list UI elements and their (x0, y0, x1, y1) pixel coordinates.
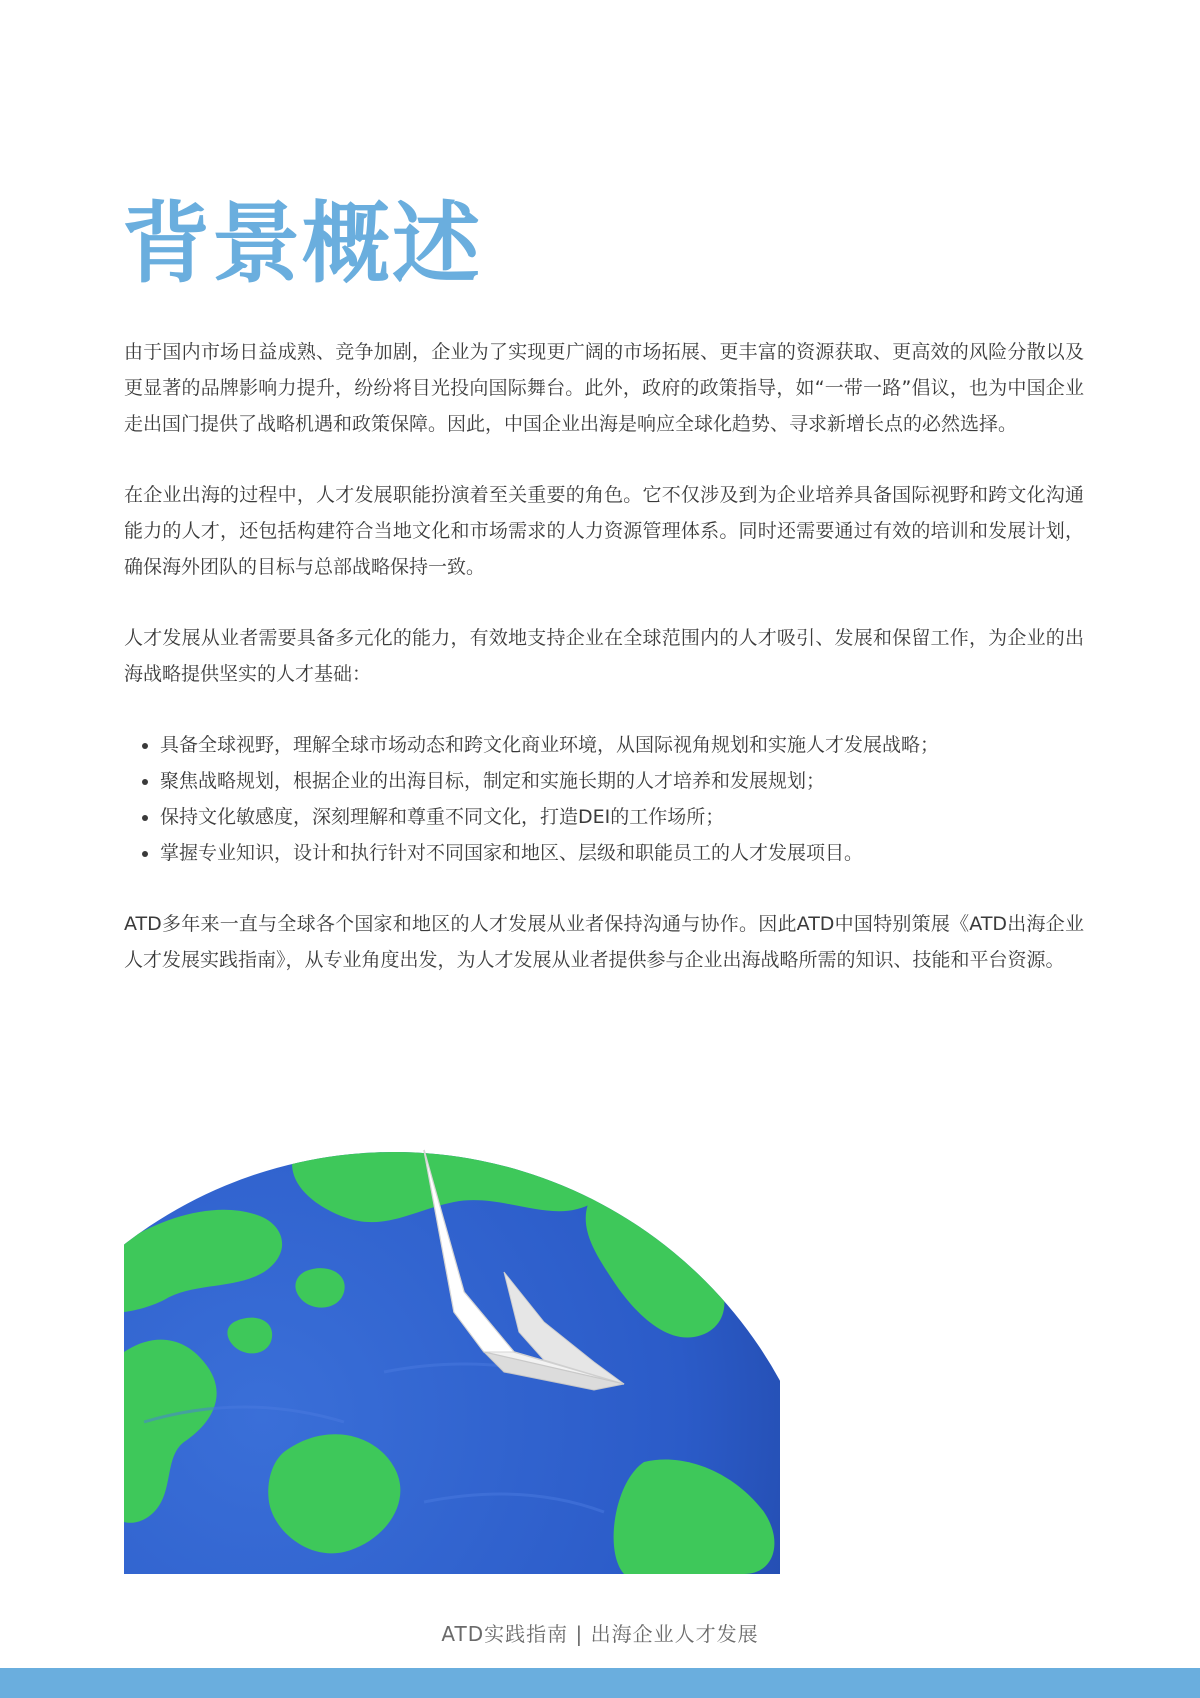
list-item: • 聚焦战略规划，根据企业的出海目标，制定和实施长期的人才培养和发展规划； (160, 763, 1084, 799)
paragraph-market-background: 由于国内市场日益成熟、竞争加剧，企业为了实现更广阔的市场拓展、更丰富的资源获取、更高效的风险分散以及更显著的品牌影响力提升，纷纷将目光投向国际舞台。此外，政府的政策指导，如“一带一路”倡议，也为中国企业走出国门提供了战略机遇和政策保障。因此，中国企业出海是响应全球化趋势、寻求新增长点的必然选择。 (124, 341, 1084, 435)
page-title: 背景概述 (122, 192, 483, 295)
globe-paper-boat-image (124, 1122, 780, 1574)
main-content (124, 334, 1084, 1013)
footer-text: ATD实践指南 | 出海企业人才发展 (441, 1622, 759, 1646)
list-item: • 掌握专业知识，设计和执行针对不同国家和地区、层级和职能员工的人才发展项目。 (160, 835, 1084, 871)
paragraph-practitioner-capabilities: 人才发展从业者需要具备多元化的能力，有效地支持企业在全球范围内的人才吸引、发展和保留工作，为企业的出海战略提供坚实的人才基础： (124, 627, 1084, 685)
capability-list (124, 727, 1084, 871)
list-item: • 具备全球视野，理解全球市场动态和跨文化商业环境，从国际视角规划和实施人才发展战略； (160, 727, 1084, 763)
paragraph-talent-role: 在企业出海的过程中，人才发展职能扮演着至关重要的角色。它不仅涉及到为企业培养具备国际视野和跨文化沟通能力的人才，还包括构建符合当地文化和市场需求的人力资源管理体系。同时还需要通过有效的培训和发展计划，确保海外团队的目标与总部战略保持一致。 (124, 484, 1084, 578)
paragraph-atd-guide: ATD多年来一直与全球各个国家和地区的人才发展从业者保持沟通与协作。因此ATD中国特别策展《ATD出海企业人才发展实践指南》，从专业角度出发，为人才发展从业者提供参与企业出海战略所需的知识、技能和平台资源。 (124, 913, 1084, 971)
globe-illustration (124, 1122, 780, 1574)
bottom-accent-bar (0, 1668, 1200, 1698)
list-item: • 保持文化敏感度，深刻理解和尊重不同文化，打造DEI的工作场所； (160, 799, 1084, 835)
